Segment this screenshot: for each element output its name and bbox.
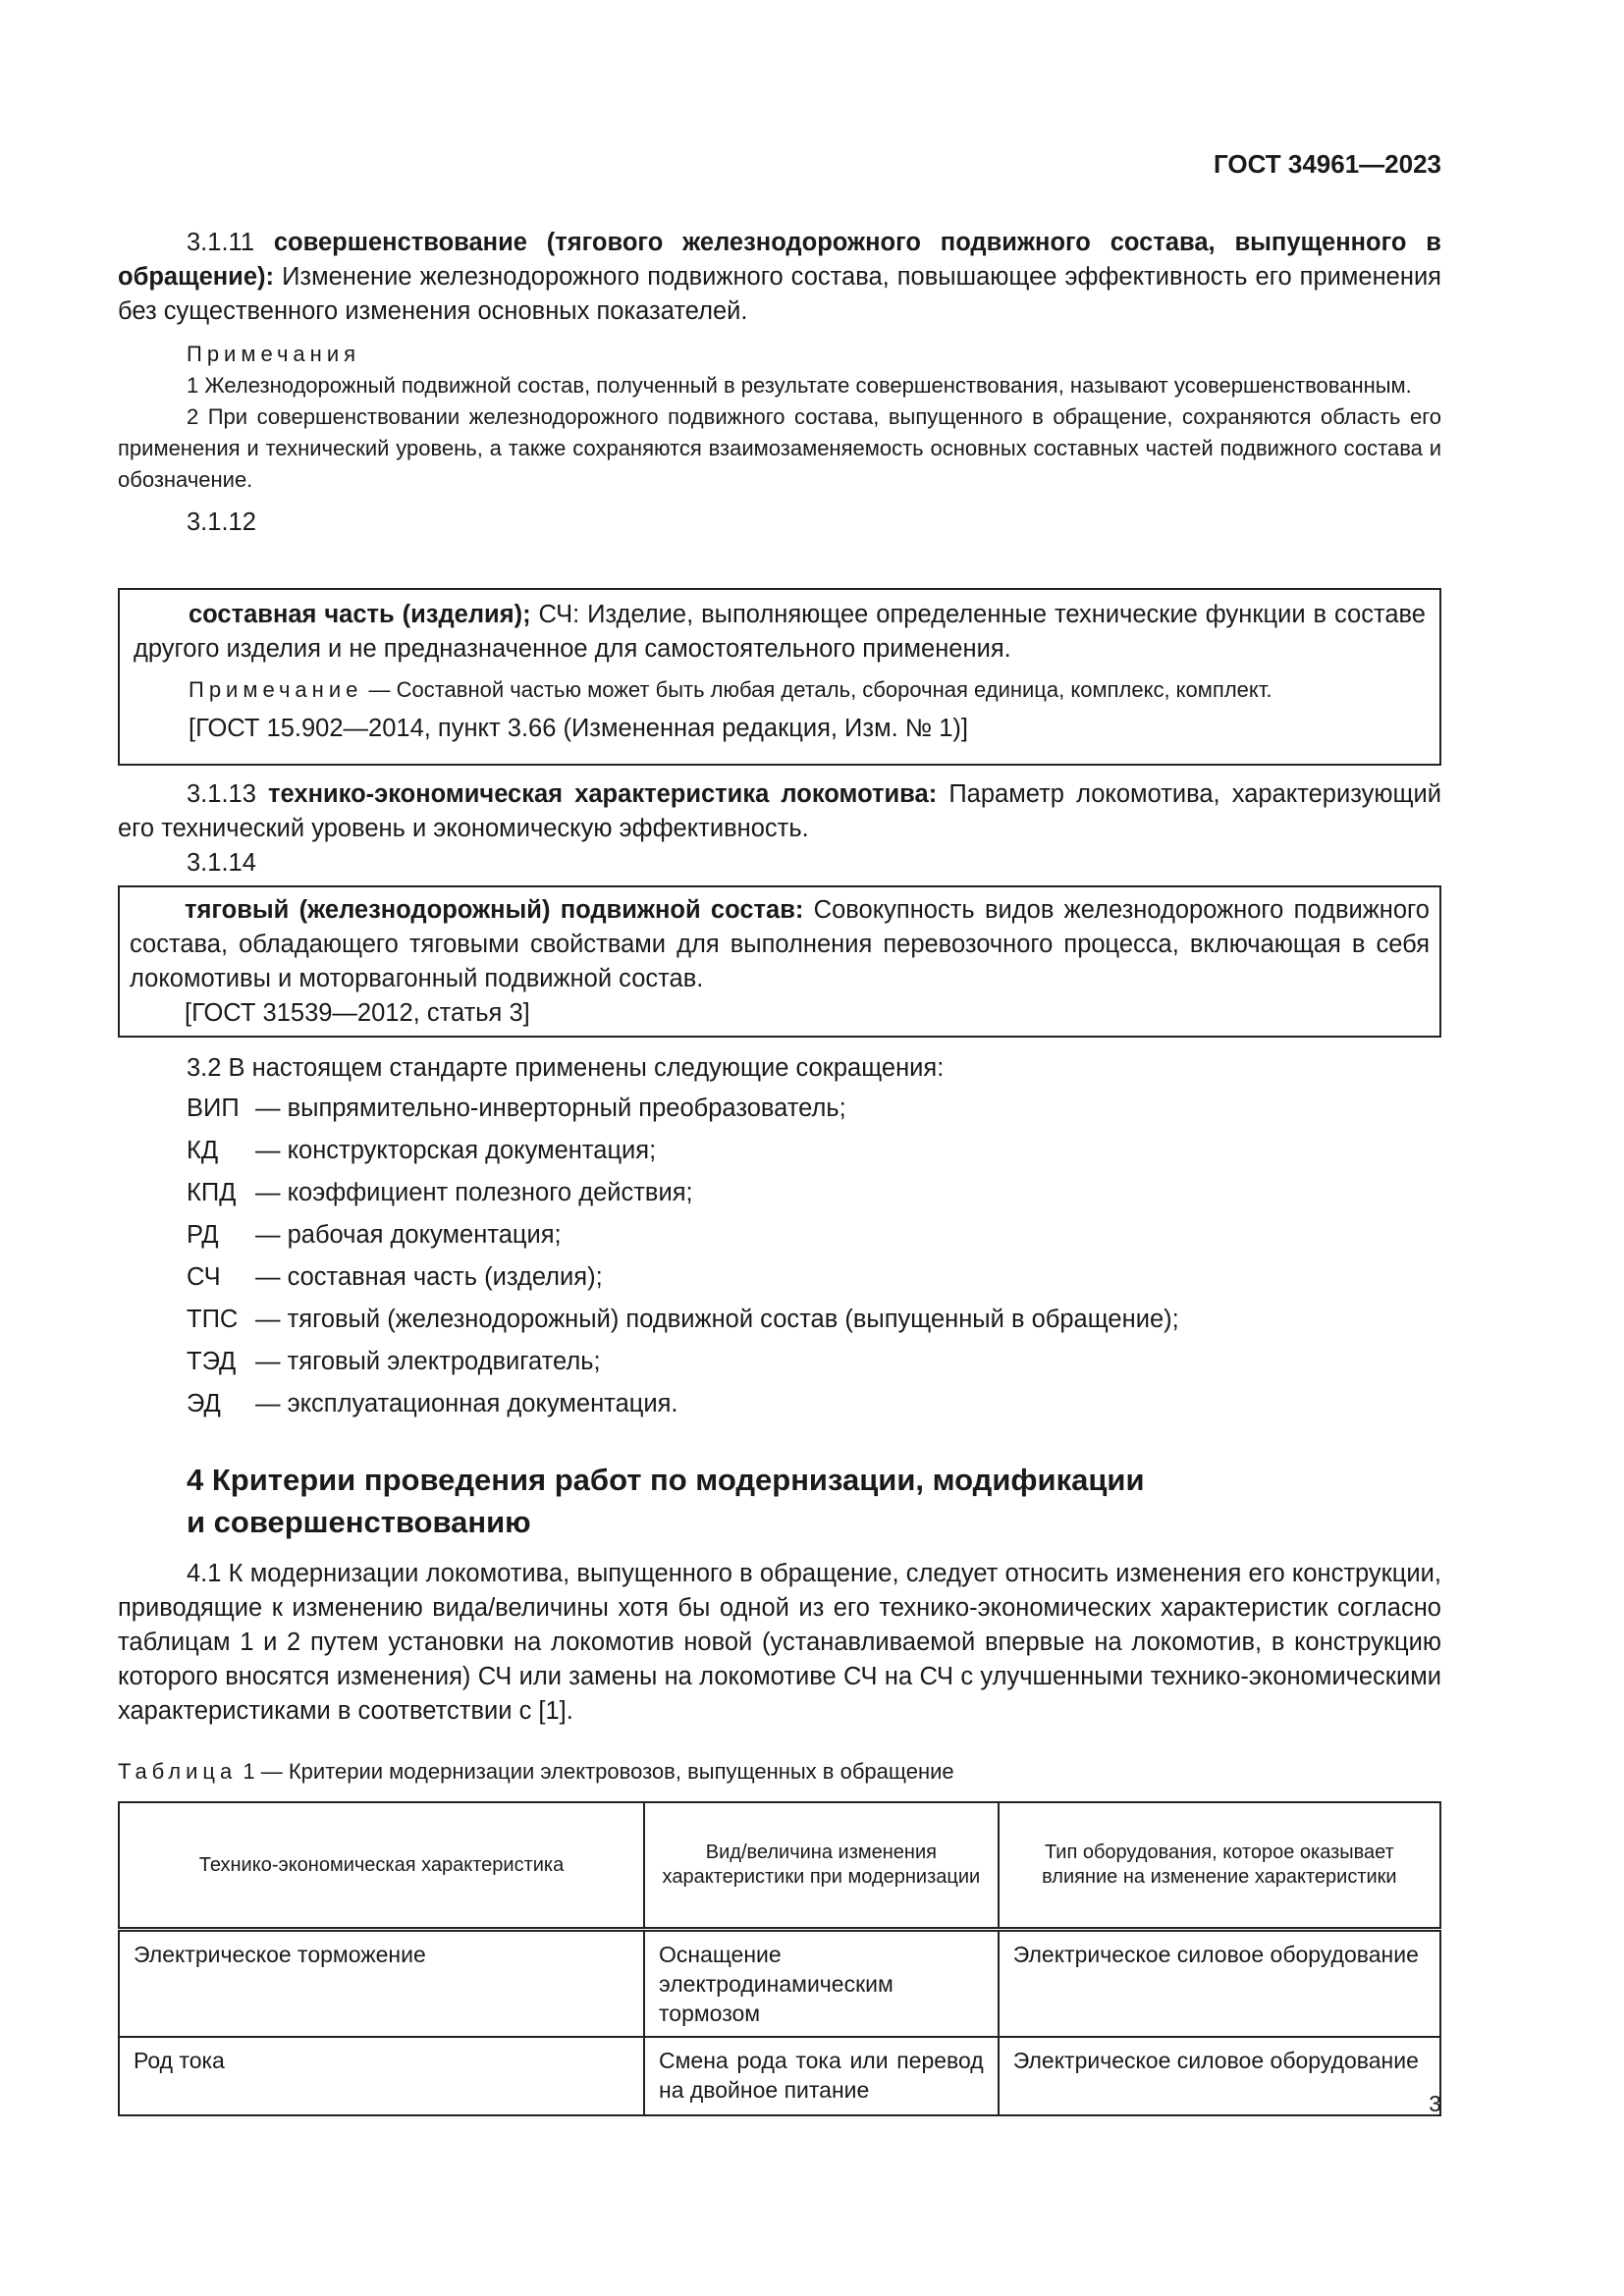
table-cell: Оснащение электродинамическим тормозом	[644, 1930, 999, 2038]
abbreviation-item	[187, 1214, 1441, 1256]
table-row	[119, 2037, 1440, 2115]
clause-number: 3.1.13	[187, 780, 256, 808]
table-header-row	[119, 1802, 1440, 1930]
note: — Составной частью может быть любая деталь, сборочная единица, комплекс, комплект.	[368, 677, 1272, 702]
abbreviation: ТПС	[187, 1306, 239, 1333]
table-cell: Род тока	[119, 2037, 644, 2115]
notes-label: Примечания	[187, 342, 361, 366]
section-3-1-14-box	[118, 885, 1441, 1038]
abbreviation-item	[187, 1088, 1441, 1130]
abbreviation-item	[187, 1256, 1441, 1299]
paragraph-4-1: 4.1 К модернизации локомотива, выпущенного в обращение, следует относить изменения его конструкции, приводящие к изменению вида/величины хотя бы одной из его технико-экономических характеристик согласно таблицам 1 и 2 путем установки на локомотив новой (устанавливаемой впервые на локомотив, в конструкцию которого вносятся изменения) СЧ или замены на локомотиве СЧ на СЧ с улучшенными технико-экономическими характеристиками в соответствии с [1].	[118, 1560, 1441, 1725]
abbreviation-meaning: — выпрямительно-инверторный преобразователь;	[255, 1095, 846, 1122]
page-number: 3	[1429, 2091, 1441, 2116]
section-3-1-12-box	[118, 588, 1441, 766]
definition: СЧ: Изделие, выполняющее определенные технические функции в составе другого изделия и не предназначенное для самостоятельного применения.	[134, 601, 1426, 663]
abbreviation: ЭД	[187, 1390, 221, 1417]
definition: Совокупность видов железнодорожного подвижного состава, обладающего тяговыми свойствами для выполнения перевозочного процесса, включающая в себя локомотивы и моторвагонный подвижной состав.	[130, 896, 1430, 992]
term: технико-экономическая характеристика локомотива:	[268, 780, 938, 808]
clause-number: 3.1.11	[187, 229, 255, 256]
abbreviation-item	[187, 1383, 1441, 1425]
term: составная часть (изделия);	[189, 601, 531, 628]
abbreviations-list	[118, 1088, 1441, 1425]
definition: Изменение железнодорожного подвижного состава, повышающее эффективность его применения без существенного изменения основных показателей.	[118, 263, 1441, 325]
table-1	[118, 1801, 1441, 2116]
abbreviation-meaning: — тяговый электродвигатель;	[255, 1348, 601, 1375]
abbreviation: ТЭД	[187, 1348, 237, 1375]
section-heading: 4 Критерии проведения работ по модернизации, модификации	[187, 1463, 1145, 1497]
table-cell: Электрическое силовое оборудование	[999, 1930, 1440, 2038]
section-3-1-11	[118, 226, 1441, 540]
abbreviation-meaning: — рабочая документация;	[255, 1221, 562, 1249]
term: тяговый (железнодорожный) подвижной состав:	[185, 896, 804, 924]
section-4	[118, 1459, 1441, 1729]
note: 2 При совершенствовании железнодорожного подвижного состава, выпущенного в обращение, сохраняются область его применения и технический уровень, а также сохраняются взаимозаменяемость основных составных частей подвижного состава и обозначение.	[118, 404, 1441, 492]
abbreviation-item	[187, 1341, 1441, 1383]
table-cell: Смена рода тока или перевод на двойное питание	[644, 2037, 999, 2115]
source-reference: [ГОСТ 15.902—2014, пункт 3.66 (Измененная редакция, Изм. № 1)]	[189, 715, 968, 742]
clause-number: 3.1.12	[187, 508, 256, 536]
abbreviation: КПД	[187, 1179, 237, 1206]
abbreviation-meaning: — коэффициент полезного действия;	[255, 1179, 693, 1206]
table-cell: Электрическое силовое оборудование	[999, 2037, 1440, 2115]
clause-number: 3.1.14	[187, 849, 256, 877]
doc-number: ГОСТ 34961—2023	[1214, 149, 1441, 179]
column-header: Тип оборудования, которое оказывает влияние на изменение характеристики	[999, 1802, 1440, 1930]
abbreviation-meaning: — эксплуатационная документация.	[255, 1390, 678, 1417]
table-caption	[118, 1759, 1441, 1785]
abbreviation-meaning: — конструкторская документация;	[255, 1137, 657, 1164]
abbreviation-item	[187, 1299, 1441, 1341]
abbreviation-meaning: — тяговый (железнодорожный) подвижной состав (выпущенный в обращение);	[255, 1306, 1179, 1333]
abbreviation: ВИП	[187, 1095, 240, 1122]
note-label: Примечание	[189, 677, 363, 702]
note: 1 Железнодорожный подвижной состав, полученный в результате совершенствования, называют усовершенствованным.	[187, 373, 1412, 398]
abbreviation: СЧ	[187, 1263, 221, 1291]
abbreviation-item	[187, 1172, 1441, 1214]
term: совершенствование (тягового железнодорожного подвижного состава, выпущенного в обращение):	[118, 229, 1441, 291]
section-3-1-13	[118, 777, 1441, 881]
definition: Параметр локомотива, характеризующий его технический уровень и экономическую эффективность.	[118, 780, 1441, 842]
section-heading: и совершенствованию	[187, 1505, 531, 1539]
abbreviation: РД	[187, 1221, 219, 1249]
caption-label: Таблица	[118, 1759, 238, 1784]
table-cell: Электрическое торможение	[119, 1930, 644, 2038]
section-3-2	[118, 1048, 1441, 1425]
abbreviation-item	[187, 1130, 1441, 1172]
abbreviation-meaning: — составная часть (изделия);	[255, 1263, 603, 1291]
table-row	[119, 1930, 1440, 2038]
abbreviation: КД	[187, 1137, 219, 1164]
source-reference: [ГОСТ 31539—2012, статья 3]	[185, 999, 530, 1027]
abbreviations-intro: 3.2 В настоящем стандарте применены следующие сокращения:	[187, 1054, 945, 1082]
column-header: Вид/величина изменения характеристики при модернизации	[644, 1802, 999, 1930]
caption-text: 1 — Критерии модернизации электровозов, выпущенных в обращение	[243, 1759, 954, 1784]
column-header: Технико-экономическая характеристика	[119, 1802, 644, 1930]
